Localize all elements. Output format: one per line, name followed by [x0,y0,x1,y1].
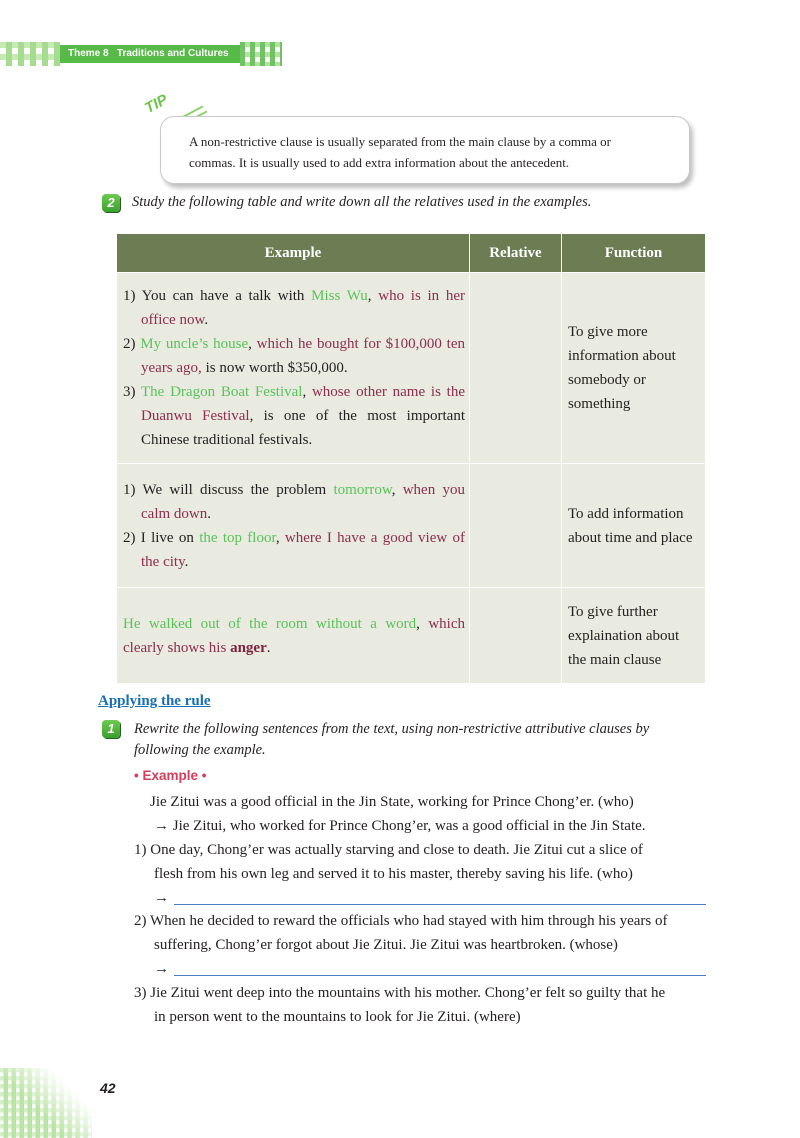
instruction-line: following the example. [134,742,266,758]
instruction-line: Rewrite the following sentences from the text, using non-restrictive attributive clauses by [134,721,650,737]
task-instruction: Study the following table and write down all the relatives used in the examples. [132,194,592,210]
example-cell [117,588,470,684]
function-cell: To give more information about somebody or something [561,273,705,464]
question-line: 3) Jie Zitui went deep into the mountains with his mother. Chong’er felt so guilty that he [134,985,666,1001]
example-label: • Example • [134,768,207,783]
question-line: 2) When he decided to reward the officials who had stayed with him through his years of [134,913,668,929]
table-row [117,464,706,588]
tip-text-line: commas. It is usually used to add extra information about the antecedent. [189,155,570,170]
example-sentence: 1) You can have a talk with Miss Wu, who is in her office now. [123,288,466,328]
task-number-badge: 1 [102,720,120,738]
section-title-applying: Applying the rule [98,693,211,709]
tip-box [160,116,690,184]
header-relative: Relative [470,234,562,273]
example-sentence-rewritten: → Jie Zitui, who worked for Prince Chong’er, was a good official in the Jin State. [154,818,646,834]
relative-clause-table [116,233,706,684]
header-pixel-decor-left [0,42,60,66]
table-row [117,273,706,464]
question-line: in person went to the mountains to look for Jie Zitui. (where) [154,1009,521,1025]
tip-text-line: A non-restrictive clause is usually separated from the main clause by a comma or [189,134,611,149]
relative-cell-empty[interactable] [470,273,562,464]
answer-arrow: → [154,890,169,906]
header-example: Example [117,234,470,273]
theme-header-label: Theme 8 Traditions and Cultures [60,45,240,63]
task-instruction [134,719,709,761]
question-line: suffering, Chong’er forgot about Jie Zitui. Jie Zitui was heartbroken. (whose) [154,937,618,953]
relative-cell-empty[interactable] [470,588,562,684]
example-cell [117,273,470,464]
question-2 [134,909,709,957]
example-cell [117,464,470,588]
question-line: flesh from his own leg and served it to his master, thereby saving his life. (who) [154,866,633,882]
table-header-row [117,234,706,273]
example-sentence-original: Jie Zitui was a good official in the Jin State, working for Prince Chong’er. (who) [150,794,634,810]
example-sentence: He walked out of the room without a word, which clearly shows his anger. [123,615,465,656]
function-cell: To add information about time and place [561,464,705,588]
header-pixel-decor-right [240,42,282,66]
example-sentence: 2) My uncle’s house, which he bought for $100,000 ten years ago, is now worth $350,000. [123,336,465,376]
answer-line-2[interactable] [174,974,706,976]
question-line: 1) One day, Chong’er was actually starving and close to death. Jie Zitui cut a slice of [134,842,643,858]
answer-arrow: → [154,961,169,977]
question-3 [134,981,709,1029]
example-sentence: 2) I live on the top floor, where I have a good view of the city. [123,529,466,570]
example-sentence: 3) The Dragon Boat Festival, whose other name is the Duanwu Festival, is one of the most important Chinese traditional festivals. [123,384,465,448]
header-function: Function [561,234,705,273]
example-sentence: 1) We will discuss the problem tomorrow, when you calm down. [123,481,465,522]
table-row [117,588,706,684]
tip-label: TIP [142,91,171,117]
answer-line-1[interactable] [174,903,706,905]
task-number-badge: 2 [102,194,120,212]
function-cell: To give further explaination about the main clause [561,588,705,684]
question-1 [134,838,709,886]
page-number: 42 [100,1080,116,1096]
footer-pixel-decor [0,1068,92,1138]
relative-cell-empty[interactable] [470,464,562,588]
